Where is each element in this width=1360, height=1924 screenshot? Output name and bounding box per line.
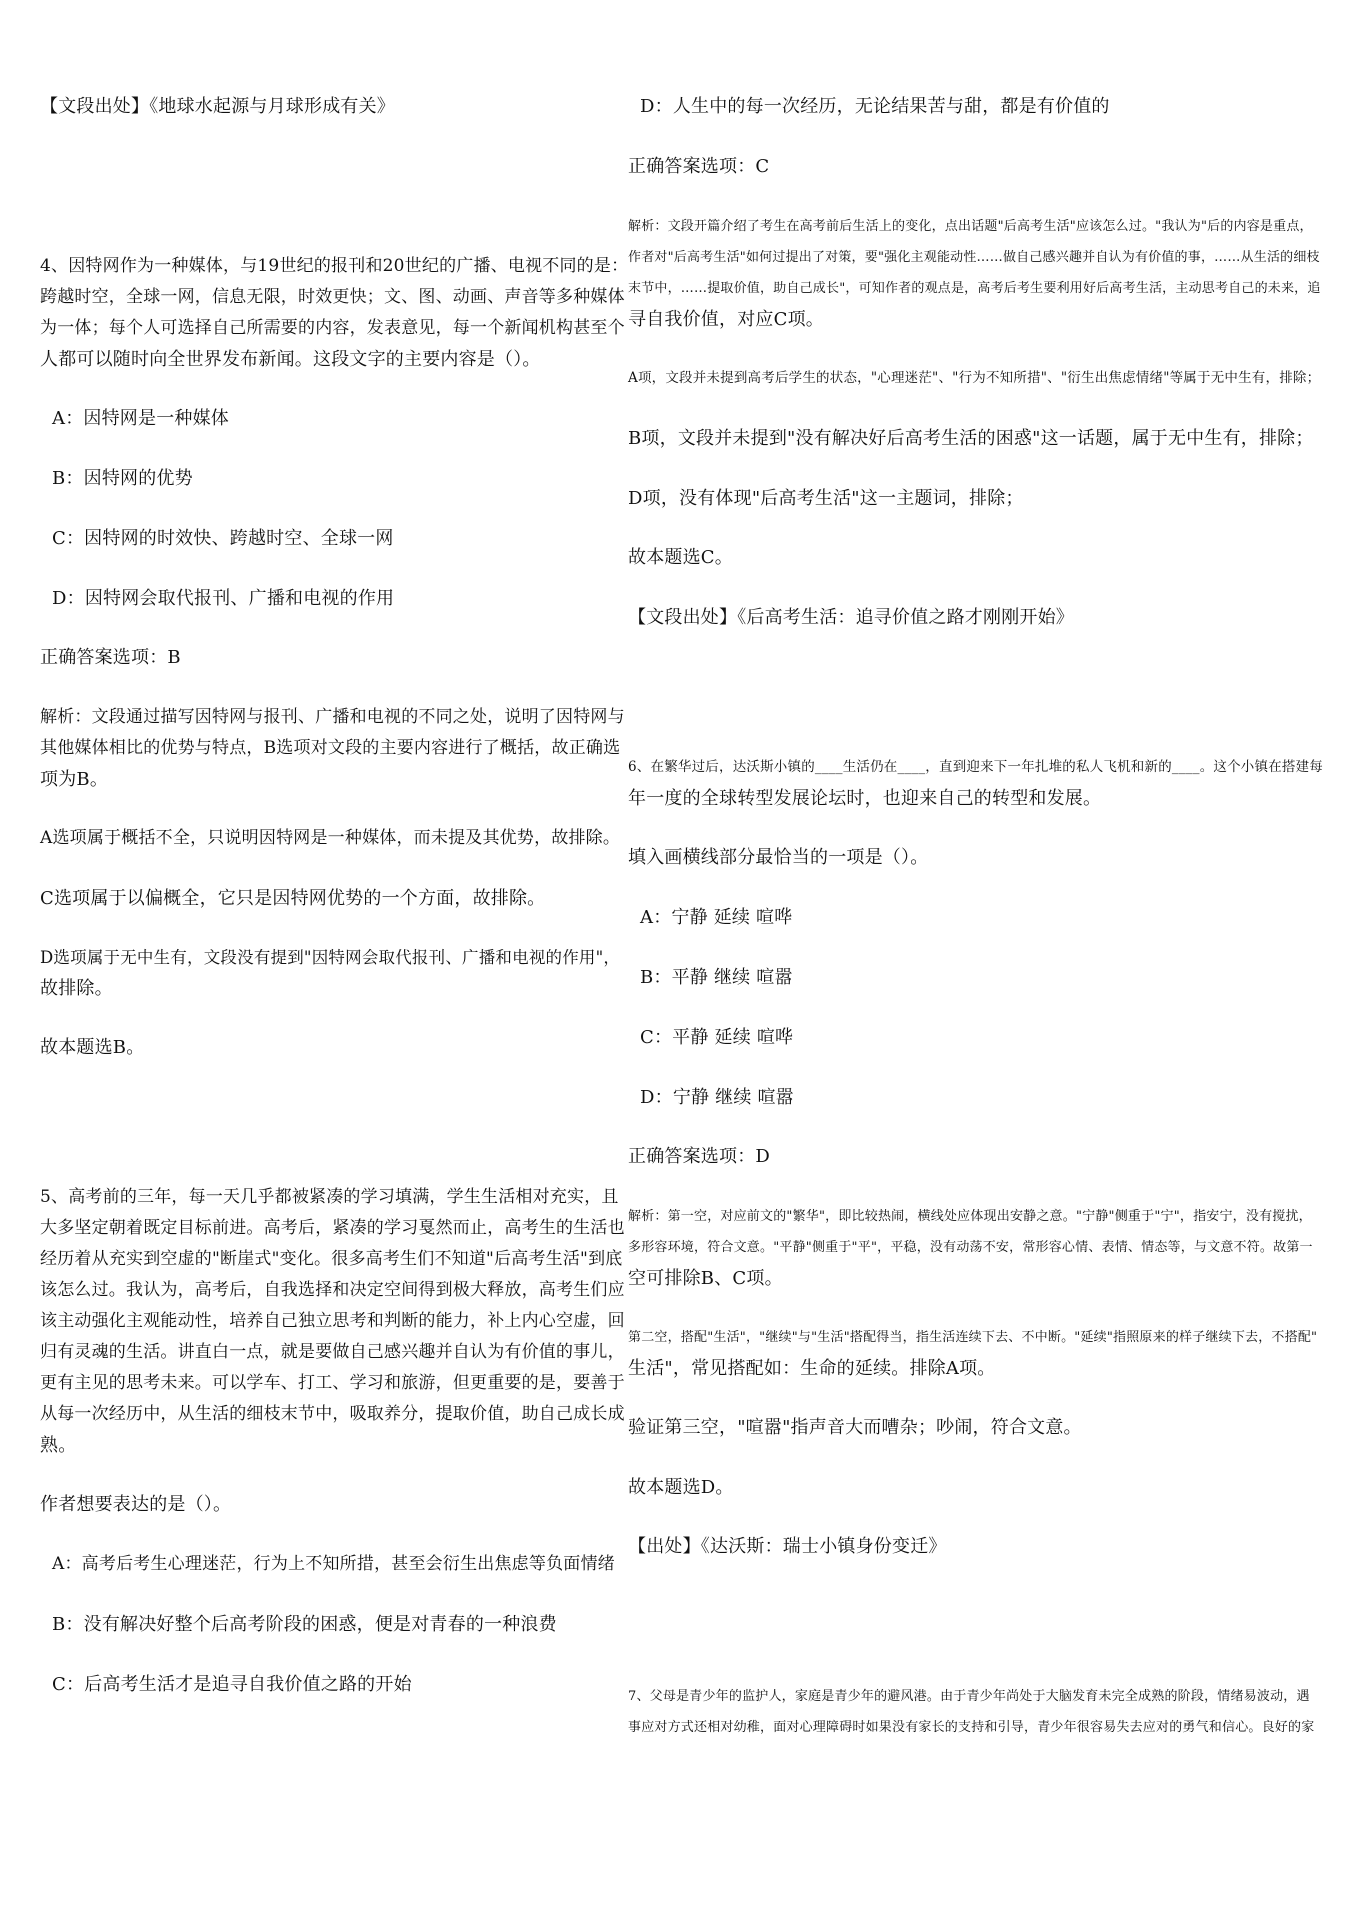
q4-option-b: B：因特网的优势 <box>52 468 193 489</box>
q5-answer: 正确答案选项：C <box>628 156 770 177</box>
q4-answer: 正确答案选项：B <box>40 647 181 668</box>
q5-analysis-1: 解析：文段开篇介绍了考生在高考前后生活上的变化，点出话题"后高考生活"应该怎么过。"我认为"后的内容是重点， <box>628 219 1313 234</box>
q6-analysis-2: 多形容环境，符合文意。"平静"侧重于"平"，平稳，没有动荡不安，常形容心情、表情、情态等，与文意不符。故第一 <box>628 1240 1313 1255</box>
q5-option-c: C：后高考生活才是追寻自我价值之路的开始 <box>52 1674 412 1695</box>
q4-analysis-3: 项为B。 <box>40 769 109 790</box>
q6-option-d: D：宁静 继续 喧嚣 <box>640 1087 794 1108</box>
q4-option-a: A：因特网是一种媒体 <box>52 408 229 429</box>
q5-stem-9: 熟。 <box>40 1435 77 1456</box>
q5-stem-1: 5、高考前的三年，每一天几乎都被紧凑的学习填满，学生生活相对充实，且 <box>40 1187 619 1207</box>
q6-analysis-3: 空可排除B、C项。 <box>628 1268 783 1289</box>
q5-option-d: D：人生中的每一次经历，无论结果苦与甜，都是有价值的 <box>640 96 1110 117</box>
q5-analysis-7: D项，没有体现"后高考生活"这一主题词，排除； <box>628 488 1024 509</box>
q4-stem-2: 跨越时空，全球一网，信息无限，时效更快；文、图、动画、声音等多种媒体 <box>40 287 625 307</box>
q4-stem-4: 人都可以随时向全世界发布新闻。这段文字的主要内容是（）。 <box>40 349 541 370</box>
q4-option-d: D：因特网会取代报刊、广播和电视的作用 <box>52 588 395 609</box>
q5-stem-5: 该主动强化主观能动性，培养自己独立思考和判断的能力，补上内心空虚，回 <box>40 1311 625 1331</box>
q5-stem-7: 更有主见的思考未来。可以学车、打工、学习和旅游，但更重要的是，要善于 <box>40 1373 625 1393</box>
q5-stem-8: 从每一次经历中，从生活的细枝末节中，吸取养分，提取价值，助自己成长成 <box>40 1404 625 1424</box>
q6-question: 填入画横线部分最恰当的一项是（）。 <box>628 847 929 868</box>
q4-analysis-7: 故排除。 <box>40 978 113 999</box>
q7-stem-1: 7、父母是青少年的监护人，家庭是青少年的避风港。由于青少年尚处于大脑发育未完全成熟的阶段，情绪易波动，遇 <box>628 1689 1310 1704</box>
q6-option-b: B：平静 继续 喧嚣 <box>640 967 793 988</box>
q7-stem-2: 事应对方式还相对幼稚，面对心理障碍时如果没有家长的支持和引导，青少年很容易失去应对的勇气和信心。良好的家 <box>628 1720 1315 1735</box>
q6-source: 【出处】《达沃斯：瑞士小镇身份变迁》 <box>628 1536 947 1557</box>
q6-conclusion: 故本题选D。 <box>628 1477 734 1498</box>
q6-stem-1: 6、在繁华过后，达沃斯小镇的____生活仍在____，直到迎来下一年扎堆的私人飞机和新的____。这个小镇在搭建每 <box>628 759 1323 775</box>
q4-analysis-2: 其他媒体相比的优势与特点，B选项对文段的主要内容进行了概括，故正确选 <box>40 738 621 758</box>
q6-stem-2: 年一度的全球转型发展论坛时，也迎来自己的转型和发展。 <box>628 788 1102 809</box>
q4-stem-1: 4、因特网作为一种媒体，与19世纪的报刊和20世纪的广播、电视不同的是： <box>40 256 629 276</box>
q6-analysis-1: 解析：第一空，对应前文的"繁华"，即比较热闹，横线处应体现出安静之意。"宁静"侧重于"宁"，指安宁，没有搅扰， <box>628 1209 1312 1224</box>
q6-analysis-4: 第二空，搭配"生活"，"继续"与"生活"搭配得当，指生活连续下去、不中断。"延续"指照原来的样子继续下去，不搭配" <box>628 1330 1318 1345</box>
q5-analysis-5: A项，文段并未提到高考后学生的状态，"心理迷茫"、"行为不知所措"、"衍生出焦虑情绪"等属于无中生有，排除； <box>628 370 1321 386</box>
q5-option-b: B：没有解决好整个后高考阶段的困惑，便是对青春的一种浪费 <box>52 1614 557 1635</box>
q5-stem-6: 归有灵魂的生活。讲直白一点，就是要做自己感兴趣并自认为有价值的事儿， <box>40 1342 625 1362</box>
q5-analysis-4: 寻自我价值，对应C项。 <box>628 309 824 330</box>
q6-analysis-5: 生活"，常见搭配如：生命的延续。排除A项。 <box>628 1358 996 1379</box>
q5-stem-4: 该怎么过。我认为，高考后，自我选择和决定空间得到极大释放，高考生们应 <box>40 1280 625 1300</box>
q4-analysis-5: C选项属于以偏概全，它只是因特网优势的一个方面，故排除。 <box>40 888 546 909</box>
source-line: 【文段出处】《地球水起源与月球形成有关》 <box>40 96 395 117</box>
q5-analysis-2: 作者对"后高考生活"如何过提出了对策，要"强化主观能动性……做自己感兴趣并自认为有价值的事，……从生活的细枝 <box>628 250 1320 265</box>
q4-stem-3: 为一体；每个人可选择自己所需要的内容，发表意见，每一个新闻机构甚至个 <box>40 318 625 338</box>
q5-analysis-3: 末节中，……提取价值，助自己成长"，可知作者的观点是，高考后考生要利用好后高考生活，主动思考自己的未来，追 <box>628 281 1321 296</box>
q4-analysis-4: A选项属于概括不全，只说明因特网是一种媒体，而未提及其优势，故排除。 <box>40 828 621 848</box>
q5-conclusion: 故本题选C。 <box>628 547 733 568</box>
q5-stem-3: 经历着从充实到空虚的"断崖式"变化。很多高考生们不知道"后高考生活"到底 <box>40 1249 623 1269</box>
q5-analysis-6: B项，文段并未提到"没有解决好后高考生活的困惑"这一话题，属于无中生有，排除； <box>628 428 1314 449</box>
q4-analysis-1: 解析：文段通过描写因特网与报刊、广播和电视的不同之处，说明了因特网与 <box>40 707 625 727</box>
q5-option-a: A：高考后考生心理迷茫，行为上不知所措，甚至会衍生出焦虑等负面情绪 <box>52 1554 615 1574</box>
q4-analysis-6: D选项属于无中生有，文段没有提到"因特网会取代报刊、广播和电视的作用"， <box>40 948 621 967</box>
q4-conclusion: 故本题选B。 <box>40 1037 145 1058</box>
q6-option-c: C：平静 延续 喧哗 <box>640 1027 794 1048</box>
q4-option-c: C：因特网的时效快、跨越时空、全球一网 <box>52 528 394 549</box>
q5-source: 【文段出处】《后高考生活：追寻价值之路才刚刚开始》 <box>628 607 1074 628</box>
q5-question: 作者想要表达的是（）。 <box>40 1494 232 1515</box>
q6-option-a: A：宁静 延续 喧哗 <box>640 907 793 928</box>
q6-answer: 正确答案选项：D <box>628 1146 771 1167</box>
q5-stem-2: 大多坚定朝着既定目标前进。高考后，紧凑的学习戛然而止，高考生的生活也 <box>40 1218 625 1238</box>
q6-analysis-6: 验证第三空，"喧嚣"指声音大而嘈杂；吵闹，符合文意。 <box>628 1417 1082 1438</box>
